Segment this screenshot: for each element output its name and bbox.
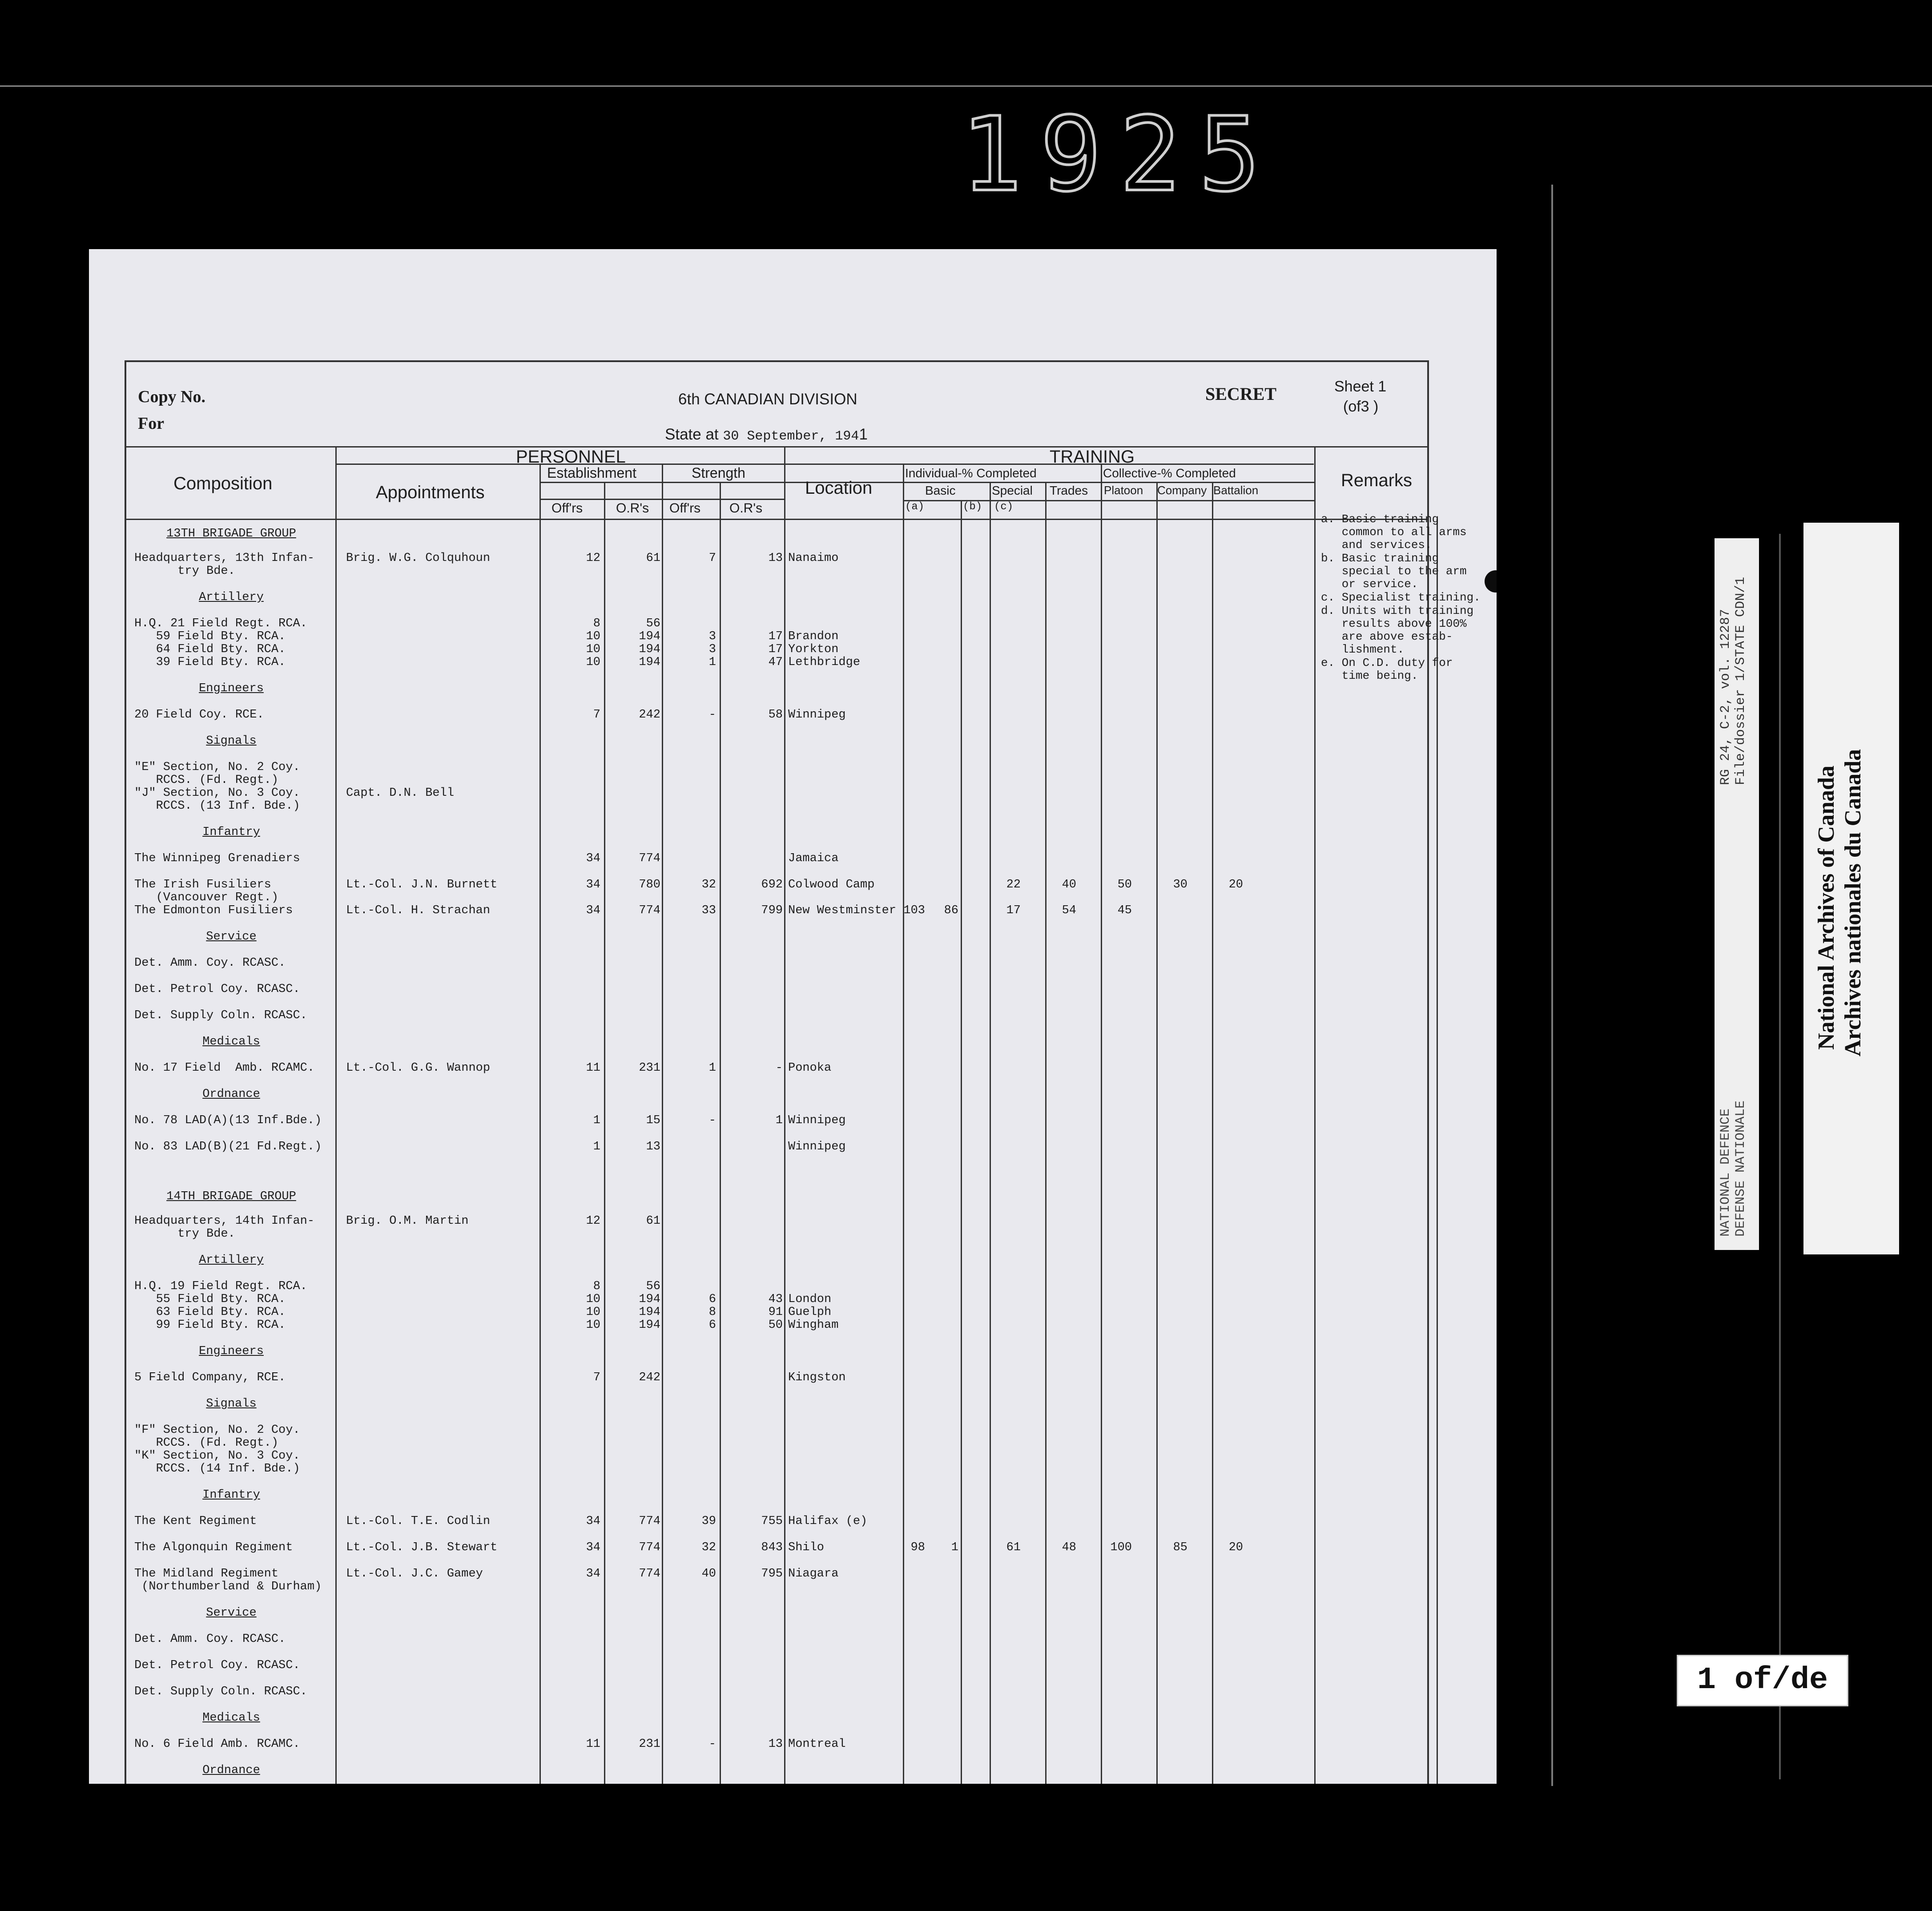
state-date: 30 September, 194 [723,429,859,444]
trades-header: Trades [1050,484,1088,497]
category-title: Engineers [199,1345,264,1358]
est-ors-cell: 774 [639,1541,660,1554]
str-ors-cell: 17 [768,643,783,656]
individual-header: Individual-% Completed [905,466,1037,480]
str-offrs-cell: - [708,708,716,722]
location-header: Location [805,478,873,498]
remark-line: lishment. [1321,643,1405,656]
state-prefix: State at [665,426,719,443]
est-offrs-cell: 8 [593,1280,600,1293]
col-line-composition [335,446,337,1784]
collective-header: Collective-% Completed [1103,466,1236,480]
archive-reference-strip [1715,538,1759,1250]
col-line-location [784,446,785,1784]
special-cell: 61 [1006,1541,1021,1554]
location-cell: Shilo [788,1541,825,1554]
archive-name-fr: Archives nationales du Canada [1840,749,1866,1056]
str-offrs-cell: 39 [701,1515,716,1528]
archive-name-strip [1803,523,1899,1254]
battalion-cell: 20 [1228,878,1243,891]
est-offrs-cell: 1 [593,1140,600,1153]
composition-cell: RCCS. (Fd. Regt.) [134,1436,279,1450]
state-year-digit: 1 [859,426,868,443]
est-offrs-cell: 7 [593,1371,600,1384]
str-ors-cell: 43 [768,1293,783,1306]
composition-cell: No. 78 LAD(A)(13 Inf.Bde.) [134,1114,322,1127]
copy-no-label: Copy No. [138,387,206,406]
composition-cell: No. 83 LAD(B)(21 Fd.Regt.) [134,1140,322,1153]
composition-cell: try Bde. [134,1227,235,1241]
est-ors-cell: 194 [639,656,660,669]
est-offrs-cell: 11 [586,1738,600,1751]
str-offrs-cell: 32 [701,878,716,891]
basic-a-cell: 103 [903,904,925,917]
remark-line: d. Units with training [1321,604,1474,617]
composition-cell: H.Q. 19 Field Regt. RCA. [134,1280,307,1293]
str-offrs-cell: - [708,1738,716,1751]
appointment-cell: Lt.-Col. J.C. Gamey [346,1567,483,1580]
str-offrs-cell: 3 [708,643,716,656]
location-cell: Niagara [788,1567,839,1580]
archive-ref-line-2: File/dossier 1/STATE CDN/1 [1733,577,1748,785]
category-title: Engineers [199,682,264,695]
col-line-str-ors [720,482,721,1784]
category-title: Ordnance [202,1088,260,1101]
str-ors-cell: 17 [768,630,783,643]
special-c-label: (c) [994,501,1014,513]
col-line-special [990,482,991,1784]
composition-cell: try Bde. [134,564,235,578]
est-ors-cell: 194 [639,630,660,643]
training-header: TRAINING [1050,447,1135,467]
est-offrs-cell: 8 [593,617,600,630]
remark-line: e. On C.D. duty for [1321,656,1453,669]
location-cell: Montreal [788,1738,846,1751]
est-offrs-cell: 11 [586,1061,600,1075]
strength-header: Strength [692,465,745,481]
str-ors-cell: 1 [775,1114,783,1127]
location-cell: Yorkton [788,643,839,656]
appointment-cell: Capt. D.N. Bell [346,786,455,800]
composition-cell: RCCS. (14 Inf. Bde.) [134,1462,300,1476]
remark-line: common to all arms [1321,525,1467,539]
remark-line: or service. [1321,577,1418,591]
composition-cell: No. 6 Field Amb. RCAMC. [134,1738,300,1751]
est-offrs-cell: 12 [586,1214,600,1228]
est-ors-cell: 242 [639,708,660,722]
composition-cell: 55 Field Bty. RCA. [134,1293,286,1306]
str-offrs-cell: 40 [701,1567,716,1580]
est-offrs-cell: 10 [586,1293,600,1306]
film-edge-right [1779,534,1781,1779]
header-personnel-line [335,464,1314,465]
remarks-header: Remarks [1341,471,1413,490]
category-title: Medicals [202,1035,260,1048]
location-cell: New Westminster [788,904,897,917]
str-ors-cell: 47 [768,656,783,669]
str-offrs-header: Off'rs [669,501,701,516]
location-cell: Halifax (e) [788,1515,868,1528]
establishment-header: Establishment [547,465,636,481]
est-offrs-cell: 10 [586,643,600,656]
est-ors-cell: 780 [639,878,660,891]
col-line-company [1156,482,1158,1784]
composition-cell: The Edmonton Fusiliers [134,904,293,917]
document-page [89,249,1497,1784]
company-header: Company [1157,484,1207,497]
category-title: Service [206,1606,257,1620]
est-offrs-cell: 1 [593,1114,600,1127]
remark-line: time being. [1321,669,1418,682]
trades-cell: 54 [1062,904,1076,917]
appointment-cell: Brig. W.G. Colquhoun [346,552,491,565]
est-ors-cell: 231 [639,1738,660,1751]
location-cell: London [788,1293,832,1306]
remark-line: results above 100% [1321,617,1467,630]
appointment-cell: Brig. O.M. Martin [346,1214,469,1228]
company-cell: 85 [1173,1541,1187,1554]
str-offrs-cell: 6 [708,1293,716,1306]
col-line-basic-b [961,500,962,1784]
category-title: Signals [206,1397,257,1411]
est-ors-cell: 56 [646,617,660,630]
str-ors-cell: 799 [761,904,783,917]
str-offrs-cell: 32 [701,1541,716,1554]
appointment-cell: Lt.-Col. H. Strachan [346,904,491,917]
category-title: Infantry [202,1488,260,1502]
location-cell: Lethbridge [788,656,861,669]
location-cell: Brandon [788,630,839,643]
sheet-of-label: (of3 ) [1343,398,1379,415]
composition-cell: Det. Amm. Coy. RCASC. [134,1633,286,1646]
str-offrs-cell: - [708,1114,716,1127]
composition-cell: The Winnipeg Grenadiers [134,852,300,865]
for-label: For [138,414,165,433]
str-ors-header: O.R's [729,501,763,516]
col-line-trades [1045,482,1046,1784]
est-offrs-cell: 10 [586,1318,600,1332]
header-subgroup-line [539,482,1316,483]
est-offrs-cell: 10 [586,1306,600,1319]
composition-cell: 5 Field Company, RCE. [134,1371,286,1384]
est-ors-header: O.R's [616,501,649,516]
appointments-header: Appointments [376,483,485,502]
composition-cell: RCCS. (13 Inf. Bde.) [134,799,300,813]
composition-cell: "F" Section, No. 2 Coy. [134,1423,300,1437]
est-ors-cell: 194 [639,1293,660,1306]
composition-cell: 39 Field Bty. RCA. [134,656,286,669]
location-cell: Winnipeg [788,1140,846,1153]
composition-cell: Det. Petrol Coy. RCASC. [134,1659,300,1672]
category-title: Signals [206,734,257,748]
str-ors-cell: 50 [768,1318,783,1332]
str-offrs-cell: 33 [701,904,716,917]
location-cell: Wingham [788,1318,839,1332]
composition-cell: The Midland Regiment [134,1567,279,1580]
composition-cell: The Kent Regiment [134,1515,257,1528]
trades-cell: 48 [1062,1541,1076,1554]
composition-cell: "E" Section, No. 2 Coy. [134,761,300,774]
location-cell: Nanaimo [788,552,839,565]
platoon-cell: 45 [1117,904,1132,917]
archive-ref-line-1: RG 24, C-2, vol. 12287 [1718,609,1733,785]
sheet-count-badge: 1 of/de [1677,1655,1848,1706]
category-title: Infantry [202,826,260,839]
est-ors-cell: 242 [639,1371,660,1384]
composition-cell: No. 17 Field Amb. RCAMC. [134,1061,315,1075]
est-ors-cell: 194 [639,1306,660,1319]
str-ors-cell: - [775,1061,783,1075]
basic-b-label: (b) [963,501,982,513]
location-cell: Colwood Camp [788,878,875,891]
str-offrs-cell: 7 [708,552,716,565]
header-bottom-line [126,519,1427,520]
composition-cell: 99 Field Bty. RCA. [134,1318,286,1332]
company-cell: 30 [1173,878,1187,891]
str-offrs-cell: 8 [708,1306,716,1319]
col-line-remarks-end [1437,519,1438,1784]
str-ors-cell: 58 [768,708,783,722]
col-line-collective [1101,464,1102,1784]
secret-label: SECRET [1205,384,1277,404]
basic-header: Basic [925,484,956,497]
str-offrs-cell: 1 [708,656,716,669]
est-offrs-cell: 34 [586,1541,600,1554]
est-ors-cell: 15 [646,1114,660,1127]
str-offrs-cell: 3 [708,630,716,643]
col-line-remarks [1314,446,1316,1784]
remark-line: are above estab- [1321,630,1453,643]
remark-line: c. Specialist training. [1321,591,1481,604]
category-title: Medicals [202,1711,260,1725]
location-cell: Guelph [788,1306,832,1319]
composition-cell: (Vancouver Regt.) [134,891,279,904]
platoon-cell: 100 [1110,1541,1132,1554]
str-ors-cell: 91 [768,1306,783,1319]
est-offrs-cell: 10 [586,630,600,643]
battalion-cell: 20 [1228,1541,1243,1554]
col-line-training [903,464,904,1784]
composition-cell: Det. Supply Coln. RCASC. [134,1685,307,1698]
est-ors-cell: 56 [646,1280,660,1293]
category-title: Artillery [199,591,264,604]
str-ors-cell: 755 [761,1515,783,1528]
brigade-group-title: 13TH BRIGADE GROUP [166,527,296,540]
est-ors-cell: 774 [639,852,660,865]
str-ors-cell: 13 [768,552,783,565]
location-cell: Kingston [788,1371,846,1384]
est-ors-cell: 194 [639,1318,660,1332]
composition-cell: Det. Amm. Coy. RCASC. [134,956,286,970]
est-ors-cell: 231 [639,1061,660,1075]
est-ors-cell: 774 [639,904,660,917]
category-title: Service [206,930,257,943]
composition-cell: The Irish Fusiliers [134,878,271,891]
special-cell: 17 [1006,904,1021,917]
appointment-cell: Lt.-Col. T.E. Codlin [346,1515,491,1528]
sheet-label: Sheet 1 [1334,378,1387,395]
composition-cell: H.Q. 21 Field Regt. RCA. [134,617,307,630]
remark-line: b. Basic training [1321,552,1439,565]
platoon-cell: 50 [1117,878,1132,891]
composition-cell: "K" Section, No. 3 Coy. [134,1449,300,1463]
top-border-line [0,85,1932,87]
composition-cell: Headquarters, 13th Infan- [134,552,315,565]
est-ors-cell: 194 [639,643,660,656]
str-ors-cell: 692 [761,878,783,891]
basic-b-cell: 1 [951,1541,958,1554]
header-top-line [126,446,1427,448]
basic-a-cell: 98 [910,1541,925,1554]
composition-cell: 20 Field Coy. RCE. [134,708,264,722]
remark-line: special to the arm [1321,564,1467,578]
special-cell: 22 [1006,878,1021,891]
est-offrs-cell: 10 [586,656,600,669]
col-line-battalion [1212,482,1213,1784]
personnel-header: PERSONNEL [516,447,626,467]
archive-ref-line-3: NATIONAL DEFENCE [1718,1108,1733,1237]
est-offrs-cell: 7 [593,708,600,722]
est-ors-cell: 61 [646,552,660,565]
est-offrs-cell: 34 [586,904,600,917]
est-offrs-cell: 12 [586,552,600,565]
est-offrs-cell: 34 [586,1567,600,1580]
trades-cell: 40 [1062,878,1076,891]
composition-cell: 59 Field Bty. RCA. [134,630,286,643]
punch-hole [1485,570,1497,593]
composition-cell: "J" Section, No. 3 Coy. [134,786,300,800]
brigade-group-title: 14TH BRIGADE GROUP [166,1190,296,1203]
location-cell: Winnipeg [788,1114,846,1127]
archive-name-en: National Archives of Canada [1814,766,1839,1050]
est-ors-cell: 774 [639,1567,660,1580]
col-line-est-ors [604,482,605,1784]
category-title: Artillery [199,1254,264,1267]
location-cell: Winnipeg [788,708,846,722]
platoon-header: Platoon [1104,484,1143,497]
composition-cell: RCCS. (Fd. Regt.) [134,774,279,787]
battalion-header: Battalion [1213,484,1259,497]
appointment-cell: Lt.-Col. G.G. Wannop [346,1061,491,1075]
division-title: 6th CANADIAN DIVISION [678,391,857,408]
est-offrs-cell: 34 [586,852,600,865]
str-offrs-cell: 1 [708,1061,716,1075]
composition-cell: 64 Field Bty. RCA. [134,643,286,656]
str-ors-cell: 843 [761,1541,783,1554]
composition-cell: Det. Supply Coln. RCASC. [134,1009,307,1022]
composition-cell: The Algonquin Regiment [134,1541,293,1554]
composition-header: Composition [173,474,273,493]
basic-b-cell: 86 [944,904,958,917]
archive-ref-line-4: DEFENSE NATIONALE [1733,1100,1748,1237]
est-ors-cell: 61 [646,1214,660,1228]
composition-cell: Headquarters, 14th Infan- [134,1214,315,1228]
location-cell: Ponoka [788,1061,832,1075]
est-offrs-cell: 34 [586,878,600,891]
basic-a-label: (a) [905,501,925,513]
remark-line: and services. [1321,538,1432,552]
str-ors-cell: 795 [761,1567,783,1580]
appointment-cell: Lt.-Col. J.B. Stewart [346,1541,498,1554]
str-ors-cell: 13 [768,1738,783,1751]
composition-cell: Det. Petrol Coy. RCASC. [134,983,300,996]
frame-number: 1925 [961,96,1278,214]
est-ors-cell: 774 [639,1515,660,1528]
location-cell: Jamaica [788,852,839,865]
est-offrs-cell: 34 [586,1515,600,1528]
appointment-cell: Lt.-Col. J.N. Burnett [346,878,498,891]
composition-cell: (Northumberland & Durham) [134,1580,322,1593]
film-edge-left [1551,185,1553,1786]
est-offrs-header: Off'rs [551,501,583,516]
special-header: Special [992,484,1033,497]
est-ors-cell: 13 [646,1140,660,1153]
str-offrs-cell: 6 [708,1318,716,1332]
category-title: Ordnance [202,1764,260,1777]
composition-cell: 63 Field Bty. RCA. [134,1306,286,1319]
remark-line: a. Basic training [1321,512,1439,526]
state-label [665,426,868,444]
